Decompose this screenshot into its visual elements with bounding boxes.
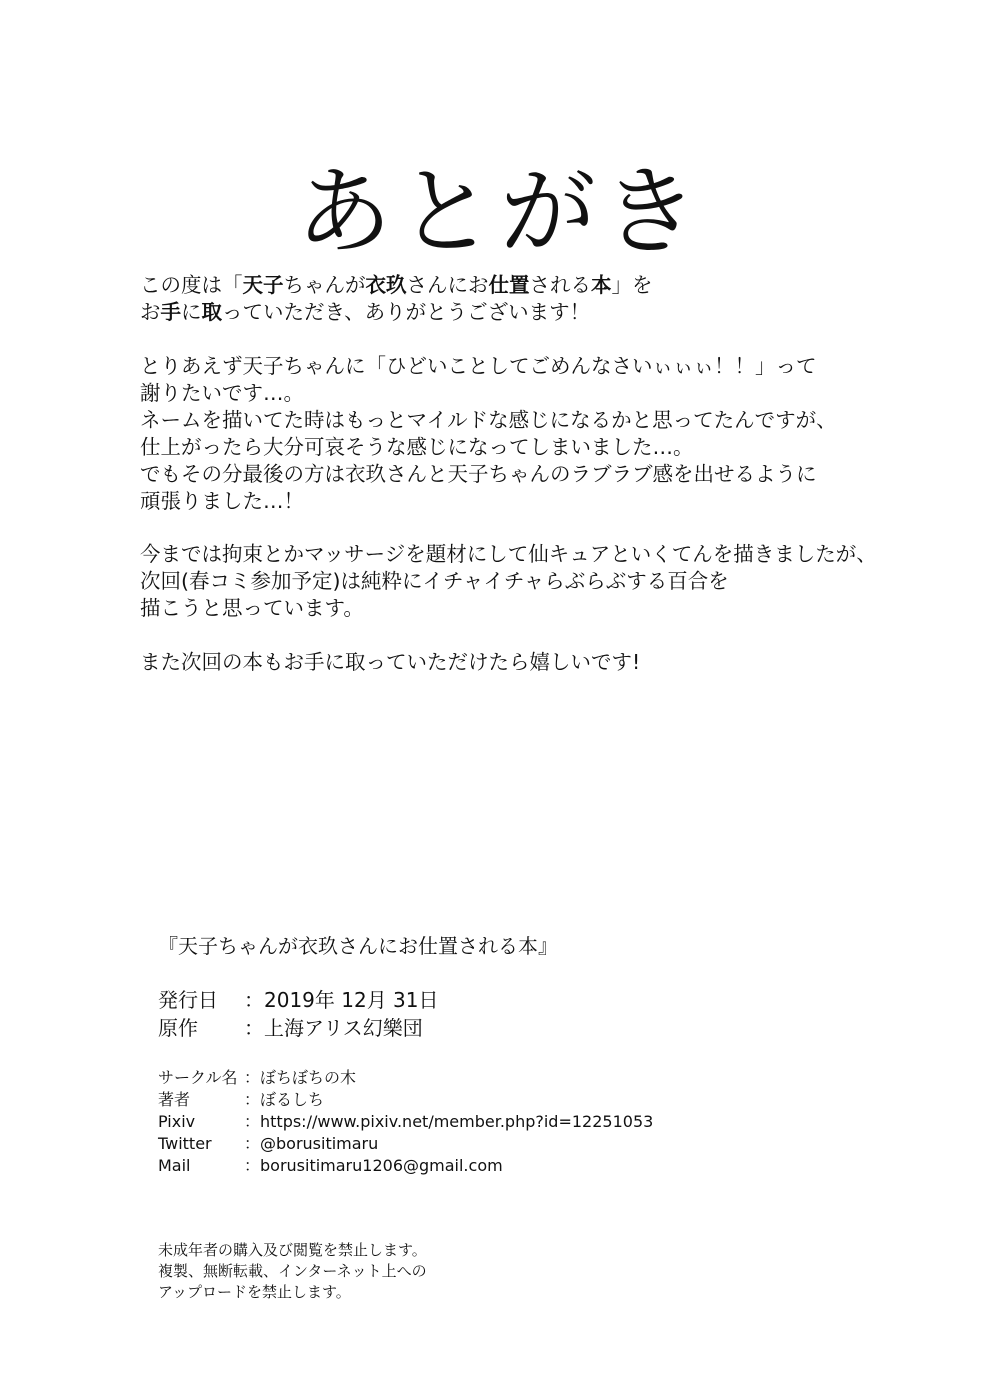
paragraph-thanks	[140, 272, 653, 326]
colophon-twitter	[158, 1133, 378, 1155]
twitter-label: Twitter	[158, 1134, 212, 1153]
colophon-mail	[158, 1155, 503, 1177]
mail-label: Mail	[158, 1156, 191, 1175]
paragraph-line: また次回の本もお手に取っていただけたら嬉しいです!	[140, 650, 641, 674]
paragraph-thanks-line2: お手に取っていただき、ありがとうございます！	[140, 300, 591, 324]
author-label: 著者	[158, 1090, 191, 1109]
twitter-value: ：@borusitimaru	[244, 1134, 379, 1153]
paragraph-line: でもその分最後の方は衣玖さんと天子ちゃんのラブラブ感を出せるように	[140, 462, 817, 486]
notice-line: アップロードを禁止します。	[158, 1283, 351, 1301]
original-work-value: ：上海アリス幻樂団	[244, 1016, 423, 1040]
paragraph-line: ネームを描いてた時はもっとマイルドな感じになるかと思ってたんですが、	[140, 408, 837, 432]
colophon-circle	[158, 1067, 356, 1089]
colophon-original-work	[158, 1014, 423, 1042]
issue-date-label: 発行日	[158, 988, 218, 1012]
paragraph-next-plans	[140, 541, 877, 622]
paragraph-line: 仕上がったら大分可哀そうな感じになってしまいました…。	[140, 435, 694, 459]
colophon-book-title: 『天子ちゃんが衣玖さんにお仕置される本』	[158, 934, 558, 958]
paragraph-line: 謝りたいです…。	[140, 381, 304, 405]
afterword-title: あとがき	[296, 156, 704, 269]
circle-value: ：ぼちぼちの木	[244, 1068, 357, 1087]
notice-line: 複製、無断転載、インターネット上への	[158, 1262, 427, 1280]
paragraph-line: 頑張りました…！	[140, 489, 304, 513]
mail-value: ：borusitimaru1206@gmail.com	[244, 1156, 503, 1175]
paragraph-thanks-line1: この度は「天子ちゃんが衣玖さんにお仕置される本」を	[140, 273, 653, 297]
colophon-issue-date	[158, 986, 439, 1014]
original-work-label: 原作	[158, 1016, 198, 1040]
paragraph-apology	[140, 353, 837, 515]
issue-date-value: ：2019年 12月 31日	[244, 988, 439, 1012]
paragraph-closing	[140, 649, 640, 676]
paragraph-line: 描こうと思っています。	[140, 596, 364, 620]
paragraph-line: 次回(春コミ参加予定)は純粋にイチャイチャらぶらぶする百合を	[140, 569, 729, 593]
author-value: ：ぼるしち	[244, 1090, 325, 1109]
paragraph-line: とりあえず天子ちゃんに「ひどいことしてごめんなさいぃぃぃ！！」って	[140, 354, 817, 378]
colophon-author	[158, 1089, 324, 1111]
pixiv-label: Pixiv	[158, 1112, 196, 1131]
paragraph-line: 今までは拘束とかマッサージを題材にして仙キュアといくてんを描きましたが、	[140, 542, 877, 566]
circle-label: サークル名	[158, 1068, 238, 1087]
colophon-pixiv	[158, 1111, 653, 1133]
legal-notice	[158, 1240, 427, 1303]
pixiv-value: ：https://www.pixiv.net/member.php?id=12251053	[244, 1112, 654, 1131]
notice-line: 未成年者の購入及び閲覧を禁止します。	[158, 1241, 427, 1259]
